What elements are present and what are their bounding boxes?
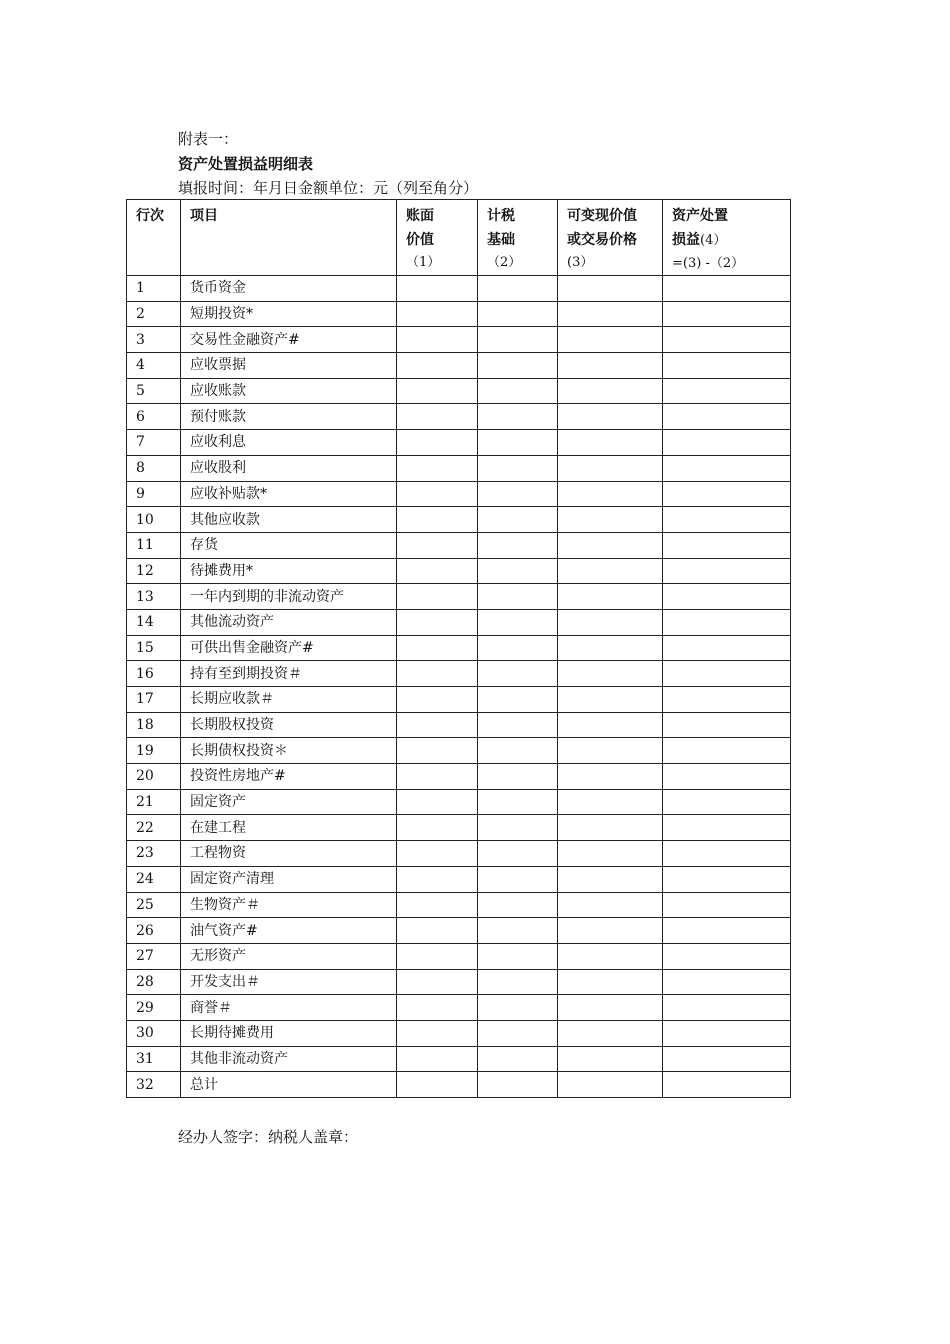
row-number-cell: 8 [127,455,181,481]
col-header-realizable-value: 可变现价值 或交易价格 (3） [558,200,663,276]
tax-basis-cell[interactable] [478,789,558,815]
item-name-cell: 长期待摊费用 [181,1020,397,1046]
row-number-cell: 21 [127,789,181,815]
book-value-cell[interactable] [397,558,478,584]
row-number-cell: 2 [127,301,181,327]
book-value-cell[interactable] [397,327,478,353]
tax-basis-cell[interactable] [478,584,558,610]
disposal-gainloss-cell[interactable] [663,995,791,1021]
disposal-gainloss-cell[interactable] [663,455,791,481]
item-name-cell: 工程物资 [181,841,397,867]
table-row [127,943,791,969]
realizable-value-cell[interactable] [558,378,663,404]
realizable-value-cell[interactable] [558,532,663,558]
book-value-cell[interactable] [397,866,478,892]
table-row [127,1020,791,1046]
row-number-cell: 13 [127,584,181,610]
book-value-cell[interactable] [397,430,478,456]
item-name-cell: 待摊费用* [181,558,397,584]
realizable-value-cell[interactable] [558,584,663,610]
book-value-cell[interactable] [397,789,478,815]
item-name-cell: 商誉＃ [181,995,397,1021]
tax-basis-cell[interactable] [478,943,558,969]
table-row [127,969,791,995]
table-row [127,276,791,302]
tax-basis-cell[interactable] [478,430,558,456]
disposal-gainloss-cell[interactable] [663,1046,791,1072]
row-number-cell: 3 [127,327,181,353]
disposal-gainloss-cell[interactable] [663,276,791,302]
tax-basis-cell[interactable] [478,532,558,558]
table-row [127,764,791,790]
realizable-value-cell[interactable] [558,866,663,892]
book-value-cell[interactable] [397,584,478,610]
table-row [127,995,791,1021]
realizable-value-cell[interactable] [558,609,663,635]
disposal-gainloss-cell[interactable] [663,943,791,969]
realizable-value-cell[interactable] [558,1072,663,1098]
realizable-value-cell[interactable] [558,635,663,661]
item-name-cell: 长期股权投资 [181,712,397,738]
tax-basis-cell[interactable] [478,764,558,790]
item-name-cell: 一年内到期的非流动资产 [181,584,397,610]
row-number-cell: 18 [127,712,181,738]
annex-label: 附表一： [178,130,239,148]
realizable-value-cell[interactable] [558,404,663,430]
row-number-cell: 22 [127,815,181,841]
item-name-cell: 在建工程 [181,815,397,841]
book-value-cell[interactable] [397,943,478,969]
disposal-gainloss-cell[interactable] [663,918,791,944]
realizable-value-cell[interactable] [558,558,663,584]
table-row [127,841,791,867]
row-number-cell: 17 [127,687,181,713]
tax-basis-cell[interactable] [478,687,558,713]
table-row [127,635,791,661]
table-row [127,327,791,353]
row-number-cell: 4 [127,353,181,379]
row-number-cell: 10 [127,507,181,533]
realizable-value-cell[interactable] [558,841,663,867]
row-number-cell: 26 [127,918,181,944]
item-name-cell: 其他流动资产 [181,609,397,635]
book-value-cell[interactable] [397,301,478,327]
book-value-cell[interactable] [397,507,478,533]
tax-basis-cell[interactable] [478,712,558,738]
realizable-value-cell[interactable] [558,1046,663,1072]
table-row [127,532,791,558]
tax-basis-cell[interactable] [478,841,558,867]
tax-basis-cell[interactable] [478,301,558,327]
tax-basis-cell[interactable] [478,866,558,892]
realizable-value-cell[interactable] [558,969,663,995]
row-number-cell: 12 [127,558,181,584]
row-number-cell: 7 [127,430,181,456]
row-number-cell: 30 [127,1020,181,1046]
table-row [127,815,791,841]
col-header-row-no: 行次 [127,200,181,276]
tax-basis-cell[interactable] [478,738,558,764]
row-number-cell: 20 [127,764,181,790]
disposal-gainloss-cell[interactable] [663,892,791,918]
table-row [127,738,791,764]
table-row [127,558,791,584]
row-number-cell: 27 [127,943,181,969]
item-name-cell: 预付账款 [181,404,397,430]
book-value-cell[interactable] [397,712,478,738]
tax-basis-cell[interactable] [478,378,558,404]
book-value-cell[interactable] [397,738,478,764]
disposal-gainloss-cell[interactable] [663,969,791,995]
row-number-cell: 6 [127,404,181,430]
disposal-gainloss-cell[interactable] [663,712,791,738]
page-title: 资产处置损益明细表 [178,155,314,173]
row-number-cell: 15 [127,635,181,661]
table-row [127,507,791,533]
item-name-cell: 总计 [181,1072,397,1098]
item-name-cell: 固定资产 [181,789,397,815]
row-number-cell: 9 [127,481,181,507]
tax-basis-cell[interactable] [478,892,558,918]
disposal-gainloss-cell[interactable] [663,738,791,764]
tax-basis-cell[interactable] [478,404,558,430]
row-number-cell: 23 [127,841,181,867]
realizable-value-cell[interactable] [558,481,663,507]
realizable-value-cell[interactable] [558,455,663,481]
book-value-cell[interactable] [397,455,478,481]
book-value-cell[interactable] [397,353,478,379]
table-row [127,481,791,507]
item-name-cell: 应收利息 [181,430,397,456]
tax-basis-cell[interactable] [478,969,558,995]
disposal-detail-table [126,199,791,1098]
row-number-cell: 1 [127,276,181,302]
book-value-cell[interactable] [397,1046,478,1072]
table-row [127,687,791,713]
table-row [127,455,791,481]
item-name-cell: 油气资产# [181,918,397,944]
fill-info: 填报时间：年月日金额单位：元（列至角分） [178,179,479,197]
col-header-tax-basis: 计税 基础 （2） [478,200,558,276]
tax-basis-cell[interactable] [478,635,558,661]
realizable-value-cell[interactable] [558,943,663,969]
tax-basis-cell[interactable] [478,558,558,584]
tax-basis-cell[interactable] [478,918,558,944]
row-number-cell: 28 [127,969,181,995]
book-value-cell[interactable] [397,481,478,507]
disposal-gainloss-cell[interactable] [663,789,791,815]
row-number-cell: 25 [127,892,181,918]
disposal-gainloss-cell[interactable] [663,661,791,687]
item-name-cell: 短期投资* [181,301,397,327]
realizable-value-cell[interactable] [558,661,663,687]
tax-basis-cell[interactable] [478,353,558,379]
disposal-gainloss-cell[interactable] [663,841,791,867]
realizable-value-cell[interactable] [558,789,663,815]
realizable-value-cell[interactable] [558,815,663,841]
item-name-cell: 长期债权投资＊ [181,738,397,764]
table-row [127,712,791,738]
tax-basis-cell[interactable] [478,327,558,353]
disposal-gainloss-cell[interactable] [663,327,791,353]
book-value-cell[interactable] [397,1072,478,1098]
col-header-item: 项目 [181,200,397,276]
realizable-value-cell[interactable] [558,430,663,456]
tax-basis-cell[interactable] [478,481,558,507]
disposal-gainloss-cell[interactable] [663,764,791,790]
realizable-value-cell[interactable] [558,507,663,533]
tax-basis-cell[interactable] [478,276,558,302]
disposal-gainloss-cell[interactable] [663,584,791,610]
tax-basis-cell[interactable] [478,609,558,635]
table-row [127,918,791,944]
item-name-cell: 其他应收款 [181,507,397,533]
item-name-cell: 应收票据 [181,353,397,379]
book-value-cell[interactable] [397,609,478,635]
col-header-book-value: 账面 价值 （1） [397,200,478,276]
book-value-cell[interactable] [397,1020,478,1046]
disposal-gainloss-cell[interactable] [663,609,791,635]
tax-basis-cell[interactable] [478,1020,558,1046]
item-name-cell: 生物资产＃ [181,892,397,918]
tax-basis-cell[interactable] [478,507,558,533]
book-value-cell[interactable] [397,404,478,430]
table-header-row [127,200,791,276]
table-row [127,866,791,892]
item-name-cell: 应收股利 [181,455,397,481]
disposal-gainloss-cell[interactable] [663,404,791,430]
table-row [127,584,791,610]
item-name-cell: 存货 [181,532,397,558]
item-name-cell: 可供出售金融资产# [181,635,397,661]
item-name-cell: 交易性金融资产# [181,327,397,353]
row-number-cell: 32 [127,1072,181,1098]
book-value-cell[interactable] [397,918,478,944]
book-value-cell[interactable] [397,532,478,558]
row-number-cell: 11 [127,532,181,558]
tax-basis-cell[interactable] [478,815,558,841]
table-row [127,353,791,379]
disposal-gainloss-cell[interactable] [663,532,791,558]
table-row [127,1046,791,1072]
item-name-cell: 投资性房地产# [181,764,397,790]
table-row [127,892,791,918]
disposal-gainloss-cell[interactable] [663,815,791,841]
realizable-value-cell[interactable] [558,327,663,353]
realizable-value-cell[interactable] [558,995,663,1021]
book-value-cell[interactable] [397,841,478,867]
table-row [127,609,791,635]
disposal-gainloss-cell[interactable] [663,1072,791,1098]
disposal-gainloss-cell[interactable] [663,430,791,456]
book-value-cell[interactable] [397,687,478,713]
row-number-cell: 24 [127,866,181,892]
realizable-value-cell[interactable] [558,892,663,918]
realizable-value-cell[interactable] [558,712,663,738]
disposal-gainloss-cell[interactable] [663,353,791,379]
item-name-cell: 持有至到期投资＃ [181,661,397,687]
disposal-gainloss-cell[interactable] [663,378,791,404]
item-name-cell: 其他非流动资产 [181,1046,397,1072]
realizable-value-cell[interactable] [558,276,663,302]
item-name-cell: 应收补贴款* [181,481,397,507]
disposal-gainloss-cell[interactable] [663,1020,791,1046]
realizable-value-cell[interactable] [558,687,663,713]
row-number-cell: 16 [127,661,181,687]
book-value-cell[interactable] [397,764,478,790]
disposal-gainloss-cell[interactable] [663,507,791,533]
table-row [127,404,791,430]
disposal-gainloss-cell[interactable] [663,866,791,892]
book-value-cell[interactable] [397,378,478,404]
disposal-gainloss-cell[interactable] [663,635,791,661]
col-header-disposal-gainloss: 资产处置 损益(4） =(3) -（2） [663,200,791,276]
table-row [127,301,791,327]
disposal-gainloss-cell[interactable] [663,558,791,584]
book-value-cell[interactable] [397,276,478,302]
disposal-gainloss-cell[interactable] [663,481,791,507]
realizable-value-cell[interactable] [558,738,663,764]
book-value-cell[interactable] [397,969,478,995]
realizable-value-cell[interactable] [558,1020,663,1046]
book-value-cell[interactable] [397,635,478,661]
realizable-value-cell[interactable] [558,764,663,790]
table-row [127,1072,791,1098]
row-number-cell: 19 [127,738,181,764]
item-name-cell: 货币资金 [181,276,397,302]
tax-basis-cell[interactable] [478,1046,558,1072]
signature-line: 经办人签字：纳税人盖章： [178,1128,359,1146]
table-row [127,661,791,687]
item-name-cell: 长期应收款＃ [181,687,397,713]
table-row [127,378,791,404]
tax-basis-cell[interactable] [478,661,558,687]
realizable-value-cell[interactable] [558,353,663,379]
tax-basis-cell[interactable] [478,1072,558,1098]
realizable-value-cell[interactable] [558,301,663,327]
row-number-cell: 29 [127,995,181,1021]
table-row [127,430,791,456]
tax-basis-cell[interactable] [478,995,558,1021]
disposal-gainloss-cell[interactable] [663,301,791,327]
item-name-cell: 开发支出＃ [181,969,397,995]
book-value-cell[interactable] [397,815,478,841]
tax-basis-cell[interactable] [478,455,558,481]
book-value-cell[interactable] [397,661,478,687]
book-value-cell[interactable] [397,995,478,1021]
book-value-cell[interactable] [397,892,478,918]
item-name-cell: 无形资产 [181,943,397,969]
table-row [127,789,791,815]
realizable-value-cell[interactable] [558,918,663,944]
row-number-cell: 14 [127,609,181,635]
item-name-cell: 应收账款 [181,378,397,404]
item-name-cell: 固定资产清理 [181,866,397,892]
row-number-cell: 5 [127,378,181,404]
row-number-cell: 31 [127,1046,181,1072]
disposal-gainloss-cell[interactable] [663,687,791,713]
